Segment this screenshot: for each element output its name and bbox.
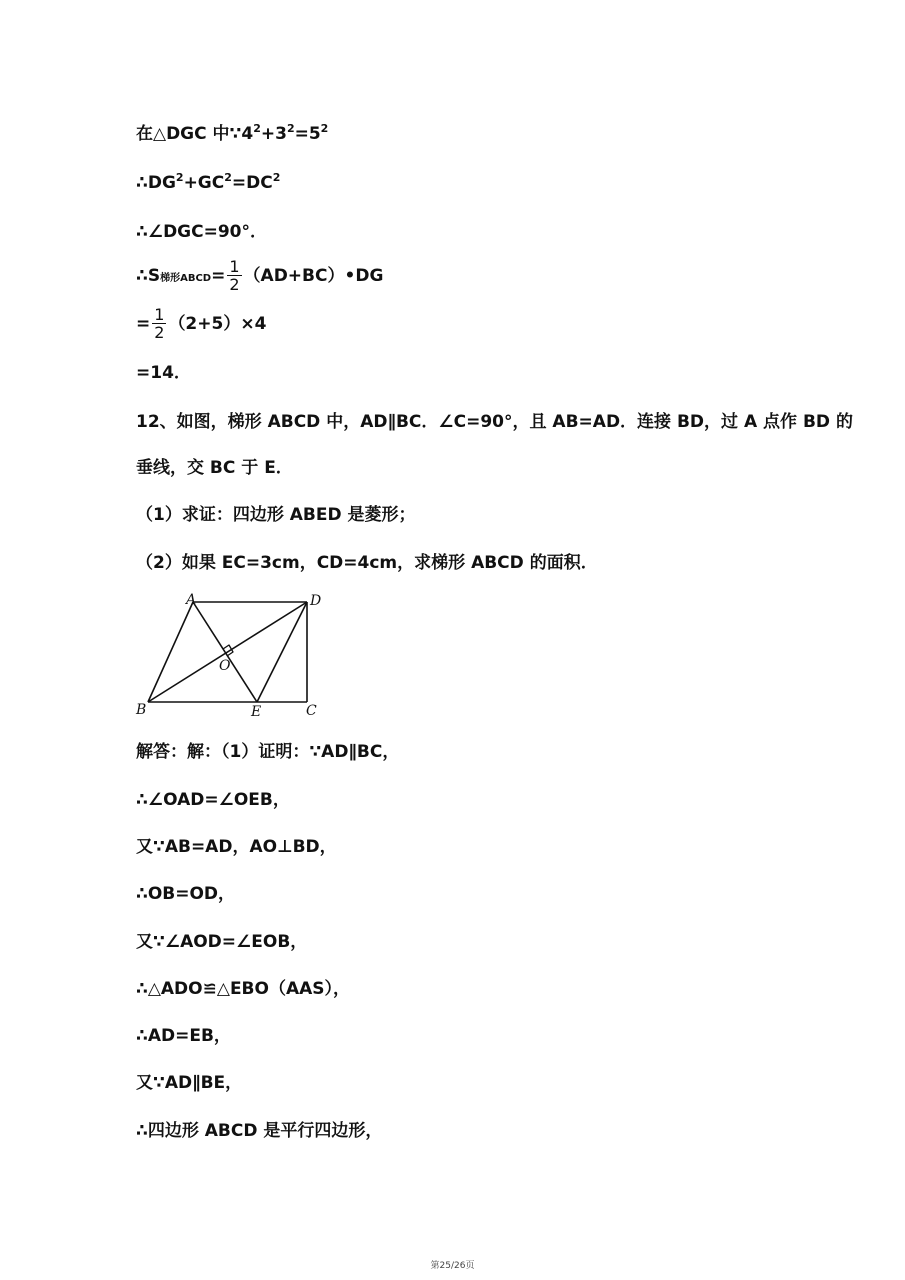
text: +3 — [260, 124, 287, 144]
text: +GC — [183, 173, 225, 193]
label-b: B — [136, 702, 147, 718]
fraction — [152, 306, 166, 342]
text: =5 — [294, 124, 321, 144]
solution-step-8: 又∵AD∥BE， — [136, 1073, 243, 1093]
line-area-substitution — [136, 306, 266, 342]
subscript: 梯形ABCD — [160, 273, 212, 284]
text: =DC — [231, 173, 273, 193]
label-c: C — [306, 703, 317, 719]
text: （2+5）×4 — [168, 314, 267, 334]
text: ∴S — [136, 266, 161, 286]
label-e: E — [251, 704, 262, 720]
numerator: 1 — [154, 305, 165, 324]
solution-step-4: ∴OB=OD， — [136, 884, 236, 904]
superscript: 2 — [272, 171, 281, 184]
label-d: D — [310, 593, 322, 609]
text: = — [136, 314, 151, 334]
solution-step-1: 解答：解：（1）证明：∵AD∥BC， — [136, 742, 400, 762]
fraction — [227, 258, 241, 294]
question-12-statement: 12、如图，梯形 ABCD 中，AD∥BC．∠C=90°，且 AB=AD．连接 BD，过 A 点作 BD 的 — [136, 412, 853, 432]
text: △DGC 中∵4 — [153, 124, 254, 144]
line-triangle-dgc — [136, 122, 328, 146]
question-part-1: （1）求证：四边形 ABED 是菱形； — [136, 505, 416, 525]
denominator: 2 — [229, 275, 240, 294]
solution-step-2: ∴∠OAD=∠OEB， — [136, 790, 290, 810]
solution-step-6: ∴△ADO≌△EBO（AAS）， — [136, 979, 351, 999]
segment-bd — [148, 602, 307, 702]
question-part-2: （2）如果 EC=3cm，CD=4cm，求梯形 ABCD 的面积． — [136, 553, 598, 573]
page-number: 第25/26页 — [430, 1261, 475, 1271]
question-12-statement-cont: 垂线，交 BC 于 E． — [136, 458, 293, 478]
superscript: 2 — [286, 122, 295, 135]
label-a: A — [186, 592, 197, 608]
numerator: 1 — [229, 257, 240, 276]
segment-ae — [193, 602, 257, 702]
denominator: 2 — [154, 323, 165, 342]
line-right-angle: ∴∠DGC=90°． — [136, 222, 268, 242]
solution-step-5: 又∵∠AOD=∠EOB， — [136, 932, 308, 952]
line-pythagoras — [136, 171, 280, 195]
solution-step-9: ∴四边形 ABCD 是平行四边形， — [136, 1121, 383, 1141]
line-area-result: =14． — [136, 363, 191, 383]
geometry-figure — [132, 588, 332, 720]
text: 在 — [136, 124, 153, 144]
label-o: O — [219, 658, 231, 674]
solution-step-3: 又∵AB=AD，AO⊥BD， — [136, 837, 337, 857]
line-area-formula — [136, 258, 383, 294]
text: （AD+BC）•DG — [243, 266, 384, 286]
text: ∴DG — [136, 173, 176, 193]
solution-step-7: ∴AD=EB， — [136, 1026, 231, 1046]
superscript: 2 — [320, 122, 329, 135]
superscript: 2 — [224, 171, 232, 184]
superscript: 2 — [175, 171, 184, 184]
text: = — [211, 266, 226, 286]
superscript: 2 — [253, 122, 261, 135]
